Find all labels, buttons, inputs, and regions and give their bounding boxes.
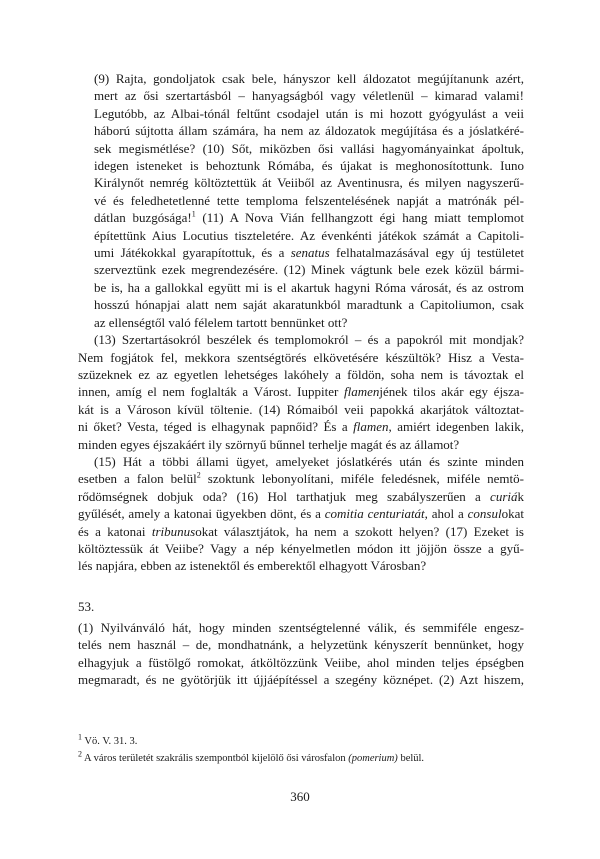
- text-line: és a katonai tribunusokat választjátok, ha nem a szokott helyen? (17) Ezeket is: [78, 523, 524, 539]
- text-line: hosszú hónapjai alatt nem saját akaratunkból maradtunk a Capitoliumon, csak: [94, 297, 524, 313]
- text-line: be is, ha a gallokkal együtt mi is el akartuk hagyni Róma városát, és az ostrom: [94, 279, 524, 295]
- text-line: (1) Nyilvánváló hát, hogy minden szentségtelenné válik, és semmiféle engesz-: [78, 620, 524, 635]
- text-line: költöztessük át Veiibe? Vagy a nép kényelmetlen módon itt jöjjön össze a gyű-: [78, 540, 524, 556]
- footnote-1: $^1$ Vö. V. 31. 3.: [78, 732, 138, 747]
- text-line: mert az ősi szertartásból – hanyagságból vagy véletlenül – kimarad valami!: [94, 88, 524, 104]
- text-line: ni őket? Vesta, téged is elhagynak papnőid? És a flamen, amiért idegenben lakik,: [78, 419, 524, 435]
- text-line: Királynőt nemrég költöztettük át Veiiből az Aventinusra, és milyen nagyszerű-: [94, 175, 524, 191]
- text-line: (15) Hát a többi állami ügyet, amelyeket jóslatkérés után és szinte minden: [94, 453, 524, 469]
- text-line: megmaradt, és ne gyötörjük itt újjáépítéssel a szegény köznépet. (2) Azt hiszem,: [78, 672, 524, 688]
- text-line: sek megismétlése? (10) Sőt, miközben ősi vallási hagyományainkat ápoltuk,: [94, 140, 524, 156]
- paragraph-9-12: [78, 70, 524, 331]
- text-line: szüzeknek ez az egyetlen lehetséges lakóhely a földön, soha nem is távoztak el: [78, 366, 524, 382]
- paragraph-13-14: [78, 331, 524, 453]
- text-line: vé és feledhetetlenné tette temploma felszentelésének napját a matrónák pél-: [94, 192, 524, 208]
- chapter-number: 53.: [78, 599, 95, 614]
- footnote-2: $^2$ A város területét szakrális szempontból kijelölő ősi városfalon (pomerium) belül.: [78, 749, 425, 764]
- text-line: umi Játékokkal gyarapítottuk, és a senatus felhatalmazásával egy új testületet: [94, 245, 524, 261]
- footnotes: [78, 733, 524, 767]
- page-number: 360: [290, 789, 310, 804]
- paragraph-15-17: [78, 453, 524, 575]
- main-text: [78, 70, 524, 575]
- text-line: minden egyes éjszakáért ily szörnyű bűnnel terhelje magát és az államot?: [78, 436, 460, 452]
- paragraph-53-1: [78, 619, 524, 689]
- footnote-ref-2[interactable]: 2: [196, 471, 201, 481]
- text-line: építettünk Aius Locutius tiszteletére. Az évenkénti játékok számát a Capitoli-: [94, 227, 524, 243]
- text-line: (9) Rajta, gondoljatok csak bele, hányszor kell áldozatot megújítanunk azért,: [94, 71, 524, 86]
- text-line: háború sújtotta állam számára, ha nem az áldozatok megújítása és a jóslatkéré-: [94, 123, 524, 139]
- text-line: telés nem használ – de, mondhatnánk, a helyzetünk kényszerít bennünket, hogy: [78, 637, 524, 653]
- text-line: innen, amíg el nem foglalták a Várost. Iuppiter flamenjének tilos akár egy éjsza-: [78, 384, 524, 400]
- text-line: Legutóbb, az Albai-tónál feltűnt csodajel után is mi hozott gyógyulást a veii: [94, 105, 524, 121]
- text-line: dátlan buzgósága!$^1$ (11) A Nova Vián fellhangzott égi hang miatt templomot: [94, 209, 524, 226]
- text-line: lés napjára, ebben az istenektől és emberektől elhagyott Városban?: [78, 558, 427, 574]
- text-line: (13) Szertartásokról beszélek és templomokról – és a papokról mit mondjak?: [94, 332, 524, 348]
- text-line: rődömségnek dobjuk oda? (16) Hol tarthatjuk meg szabályszerűen a curiák: [78, 488, 524, 504]
- text-line: kát is a Városon kívül töltenie. (14) Rómaiból veii papokká akarjátok változtat-: [78, 401, 524, 417]
- text-line: elhagyjuk a füstölgő romokat, átköltözzünk Veiibe, ahol minden teljes épségben: [78, 654, 524, 670]
- text-line: idegen isteneket is behoztunk Rómába, és újakat is meghonosítottunk. Iuno: [94, 158, 524, 174]
- text-line: Nem fogjátok fel, mekkora szentségtörés elkövetésére készültök? Hisz a Vesta-: [78, 349, 524, 365]
- text-line: az ellenségtől való félelem tartott bennünket ott?: [94, 314, 348, 330]
- text-line: esetben a falon belül$^2$ szoktunk lebonyolítani, miféle feledésnek, miféle nemtö-: [78, 471, 524, 487]
- footnote-ref-1[interactable]: 1: [191, 209, 196, 219]
- text-line: gyűlését, amely a katonai ügyekben dönt, és a comitia centuriatát, ahol a consulokat: [78, 506, 524, 522]
- text-line: szerveztünk ezek megrendezésére. (12) Minek vágtunk bele ezek közül bármi-: [94, 262, 524, 278]
